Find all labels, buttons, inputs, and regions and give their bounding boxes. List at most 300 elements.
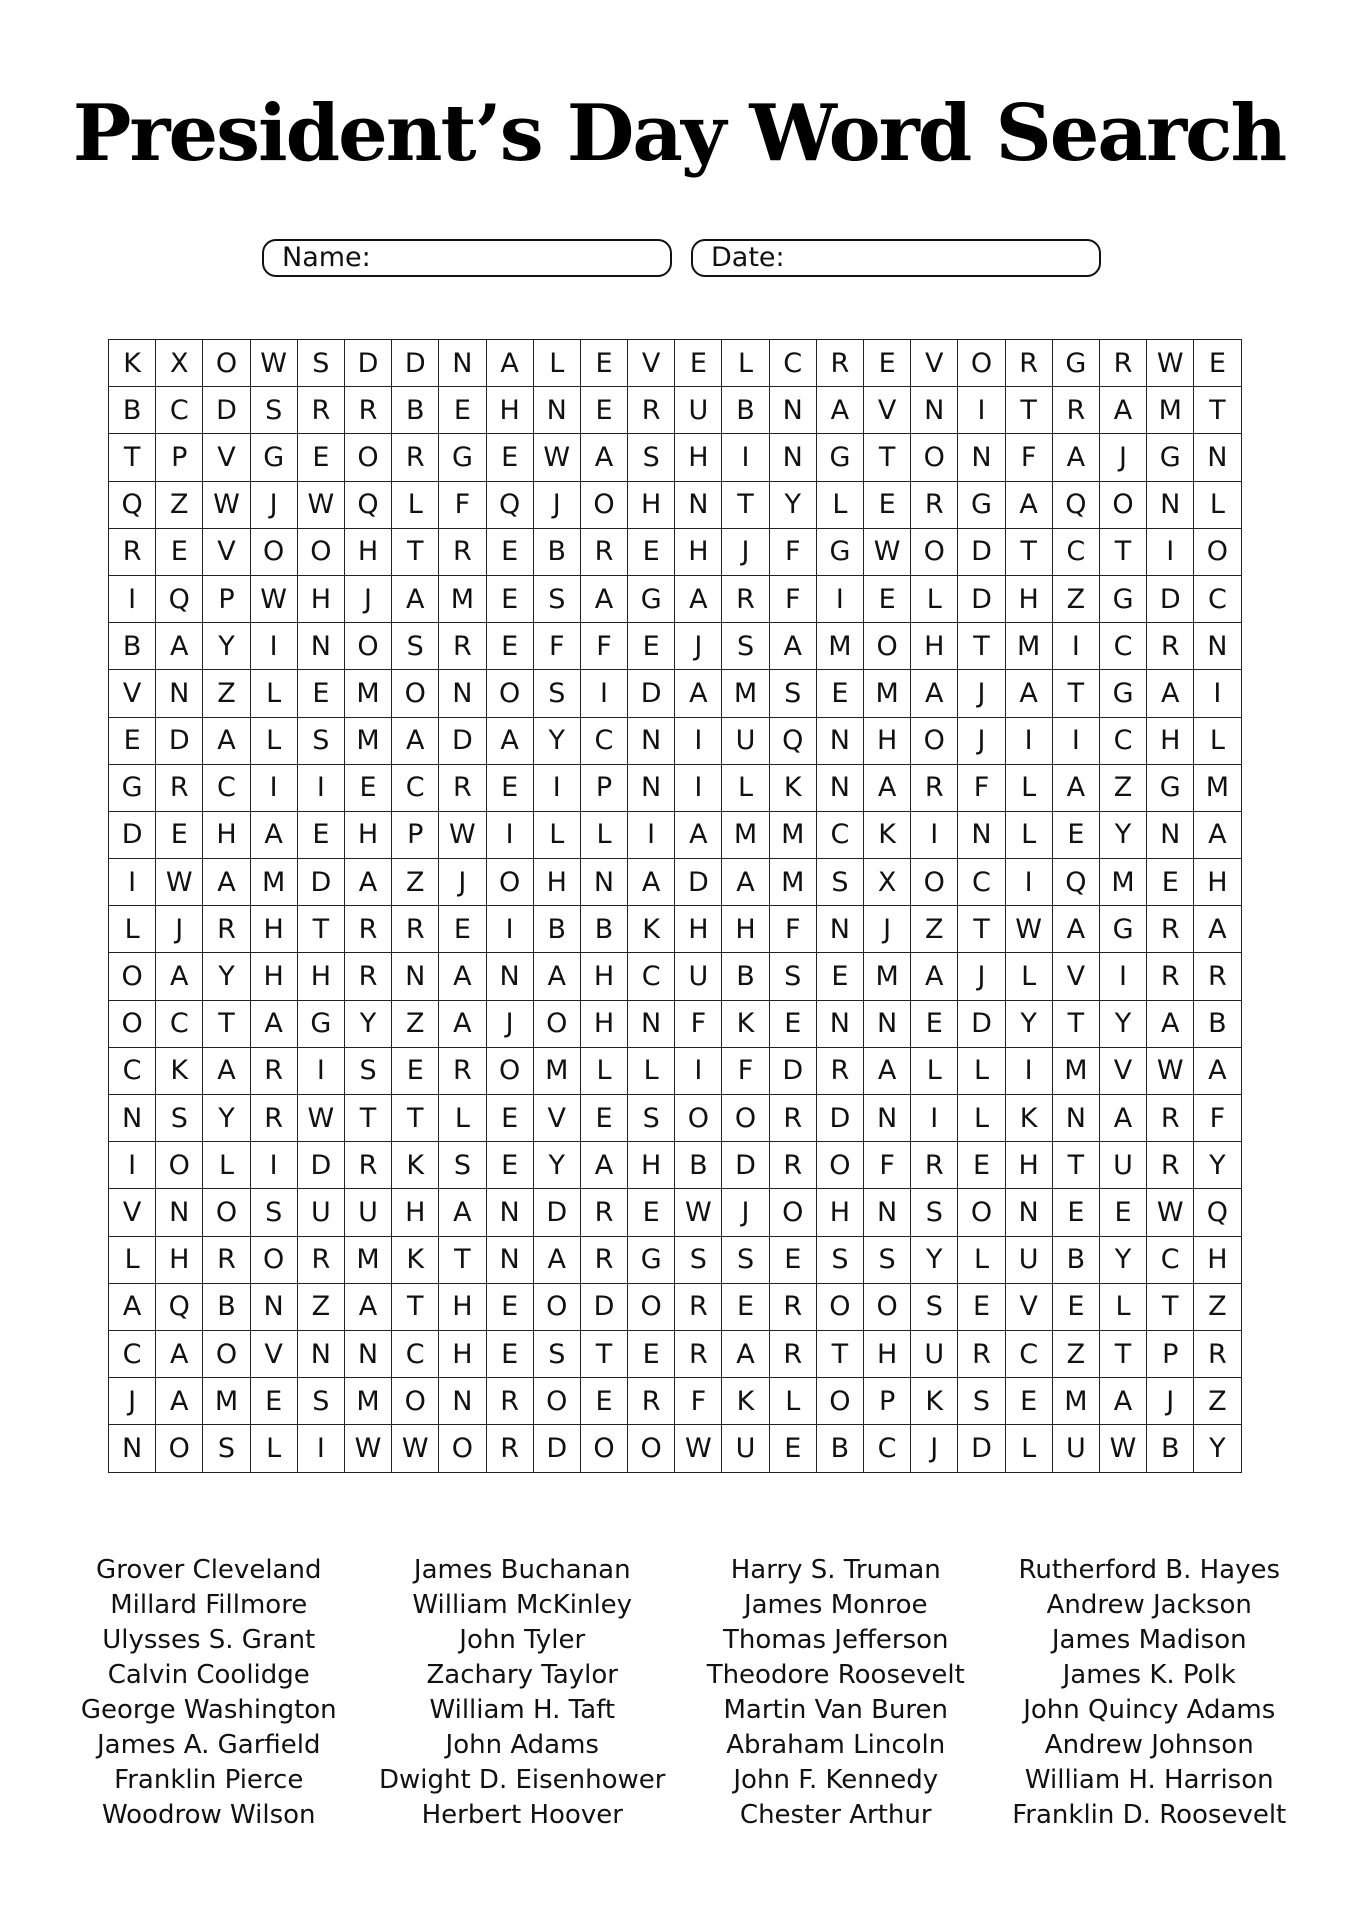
grid-cell[interactable]: Y bbox=[769, 481, 816, 528]
grid-cell[interactable]: O bbox=[533, 1000, 580, 1047]
grid-cell[interactable]: V bbox=[1005, 1283, 1052, 1330]
grid-cell[interactable]: A bbox=[816, 387, 863, 434]
grid-cell[interactable]: A bbox=[533, 953, 580, 1000]
grid-cell[interactable]: Z bbox=[911, 906, 958, 953]
grid-cell[interactable]: I bbox=[580, 670, 627, 717]
grid-cell[interactable]: M bbox=[1099, 859, 1146, 906]
grid-cell[interactable]: T bbox=[1052, 670, 1099, 717]
grid-cell[interactable]: W bbox=[297, 1095, 344, 1142]
grid-cell[interactable]: Z bbox=[1194, 1283, 1241, 1330]
grid-cell[interactable]: A bbox=[1147, 1000, 1194, 1047]
grid-cell[interactable]: T bbox=[722, 481, 769, 528]
grid-cell[interactable]: E bbox=[486, 528, 533, 575]
grid-cell[interactable]: R bbox=[344, 953, 391, 1000]
grid-cell[interactable]: O bbox=[344, 623, 391, 670]
grid-cell[interactable]: S bbox=[675, 1236, 722, 1283]
grid-cell[interactable]: J bbox=[109, 1378, 156, 1425]
grid-cell[interactable]: D bbox=[439, 717, 486, 764]
grid-cell[interactable]: N bbox=[911, 387, 958, 434]
grid-cell[interactable]: O bbox=[392, 1378, 439, 1425]
grid-cell[interactable]: J bbox=[250, 481, 297, 528]
grid-cell[interactable]: H bbox=[486, 387, 533, 434]
grid-cell[interactable]: R bbox=[769, 1095, 816, 1142]
grid-cell[interactable]: D bbox=[156, 717, 203, 764]
grid-cell[interactable]: O bbox=[109, 953, 156, 1000]
grid-cell[interactable]: T bbox=[1052, 1000, 1099, 1047]
grid-cell[interactable]: Q bbox=[1194, 1189, 1241, 1236]
grid-cell[interactable]: F bbox=[864, 1142, 911, 1189]
grid-cell[interactable]: L bbox=[722, 764, 769, 811]
grid-cell[interactable]: H bbox=[816, 1189, 863, 1236]
grid-cell[interactable]: I bbox=[1005, 1047, 1052, 1094]
grid-cell[interactable]: B bbox=[533, 906, 580, 953]
grid-cell[interactable]: G bbox=[628, 575, 675, 622]
grid-cell[interactable]: E bbox=[250, 1378, 297, 1425]
grid-cell[interactable]: T bbox=[297, 906, 344, 953]
grid-cell[interactable]: A bbox=[580, 434, 627, 481]
grid-cell[interactable]: V bbox=[533, 1095, 580, 1142]
grid-cell[interactable]: R bbox=[675, 1283, 722, 1330]
grid-cell[interactable]: G bbox=[1099, 670, 1146, 717]
grid-cell[interactable]: B bbox=[109, 623, 156, 670]
grid-cell[interactable]: R bbox=[392, 434, 439, 481]
grid-cell[interactable]: O bbox=[250, 1236, 297, 1283]
grid-cell[interactable]: I bbox=[958, 387, 1005, 434]
grid-cell[interactable]: Z bbox=[1099, 764, 1146, 811]
grid-cell[interactable]: A bbox=[1147, 670, 1194, 717]
grid-cell[interactable]: M bbox=[1147, 387, 1194, 434]
grid-cell[interactable]: N bbox=[769, 387, 816, 434]
grid-cell[interactable]: I bbox=[109, 1142, 156, 1189]
grid-cell[interactable]: U bbox=[722, 1425, 769, 1472]
grid-cell[interactable]: V bbox=[911, 340, 958, 387]
grid-cell[interactable]: S bbox=[864, 1236, 911, 1283]
grid-cell[interactable]: Q bbox=[344, 481, 391, 528]
grid-cell[interactable]: C bbox=[203, 764, 250, 811]
grid-cell[interactable]: E bbox=[156, 528, 203, 575]
grid-cell[interactable]: S bbox=[816, 859, 863, 906]
grid-cell[interactable]: K bbox=[722, 1000, 769, 1047]
grid-cell[interactable]: E bbox=[675, 340, 722, 387]
grid-cell[interactable]: V bbox=[109, 1189, 156, 1236]
grid-cell[interactable]: J bbox=[864, 906, 911, 953]
grid-cell[interactable]: K bbox=[769, 764, 816, 811]
grid-cell[interactable]: H bbox=[250, 953, 297, 1000]
name-field[interactable] bbox=[262, 239, 672, 277]
grid-cell[interactable]: D bbox=[958, 575, 1005, 622]
grid-cell[interactable]: A bbox=[722, 1330, 769, 1377]
grid-cell[interactable]: E bbox=[911, 1000, 958, 1047]
grid-cell[interactable]: J bbox=[1099, 434, 1146, 481]
grid-cell[interactable]: A bbox=[1052, 764, 1099, 811]
grid-cell[interactable]: A bbox=[580, 575, 627, 622]
grid-cell[interactable]: D bbox=[109, 811, 156, 858]
grid-cell[interactable]: O bbox=[675, 1095, 722, 1142]
grid-cell[interactable]: L bbox=[533, 811, 580, 858]
grid-cell[interactable]: C bbox=[109, 1047, 156, 1094]
grid-cell[interactable]: B bbox=[1147, 1425, 1194, 1472]
grid-cell[interactable]: R bbox=[1005, 340, 1052, 387]
grid-cell[interactable]: Y bbox=[203, 953, 250, 1000]
grid-cell[interactable]: D bbox=[675, 859, 722, 906]
grid-cell[interactable]: R bbox=[203, 1236, 250, 1283]
grid-cell[interactable]: J bbox=[722, 1189, 769, 1236]
grid-cell[interactable]: A bbox=[1052, 906, 1099, 953]
grid-cell[interactable]: R bbox=[816, 1047, 863, 1094]
grid-cell[interactable]: R bbox=[1147, 906, 1194, 953]
grid-cell[interactable]: B bbox=[109, 387, 156, 434]
grid-cell[interactable]: S bbox=[816, 1236, 863, 1283]
grid-cell[interactable]: L bbox=[580, 811, 627, 858]
grid-cell[interactable]: L bbox=[580, 1047, 627, 1094]
grid-cell[interactable]: D bbox=[1147, 575, 1194, 622]
grid-cell[interactable]: Z bbox=[1052, 1330, 1099, 1377]
grid-cell[interactable]: J bbox=[439, 859, 486, 906]
grid-cell[interactable]: M bbox=[864, 953, 911, 1000]
grid-cell[interactable]: B bbox=[533, 528, 580, 575]
grid-cell[interactable]: C bbox=[769, 340, 816, 387]
grid-cell[interactable]: R bbox=[769, 1142, 816, 1189]
grid-cell[interactable]: S bbox=[722, 623, 769, 670]
grid-cell[interactable]: W bbox=[1099, 1425, 1146, 1472]
grid-cell[interactable]: W bbox=[344, 1425, 391, 1472]
grid-cell[interactable]: M bbox=[344, 717, 391, 764]
grid-cell[interactable]: T bbox=[439, 1236, 486, 1283]
grid-cell[interactable]: M bbox=[1052, 1047, 1099, 1094]
grid-cell[interactable]: L bbox=[533, 340, 580, 387]
grid-cell[interactable]: R bbox=[580, 1236, 627, 1283]
grid-cell[interactable]: E bbox=[769, 1425, 816, 1472]
grid-cell[interactable]: N bbox=[250, 1283, 297, 1330]
grid-cell[interactable]: O bbox=[486, 1047, 533, 1094]
grid-cell[interactable]: A bbox=[533, 1236, 580, 1283]
grid-cell[interactable]: O bbox=[816, 1378, 863, 1425]
grid-cell[interactable]: E bbox=[769, 1000, 816, 1047]
grid-cell[interactable]: E bbox=[958, 1142, 1005, 1189]
grid-cell[interactable]: J bbox=[911, 1425, 958, 1472]
grid-cell[interactable]: N bbox=[439, 670, 486, 717]
grid-cell[interactable]: N bbox=[156, 670, 203, 717]
grid-cell[interactable]: U bbox=[344, 1189, 391, 1236]
grid-cell[interactable]: G bbox=[439, 434, 486, 481]
grid-cell[interactable]: V bbox=[109, 670, 156, 717]
grid-cell[interactable]: Y bbox=[203, 1095, 250, 1142]
grid-cell[interactable]: K bbox=[156, 1047, 203, 1094]
grid-cell[interactable]: M bbox=[344, 1236, 391, 1283]
grid-cell[interactable]: R bbox=[156, 764, 203, 811]
grid-cell[interactable]: U bbox=[1052, 1425, 1099, 1472]
grid-cell[interactable]: I bbox=[675, 764, 722, 811]
grid-cell[interactable]: M bbox=[816, 623, 863, 670]
grid-cell[interactable]: V bbox=[203, 528, 250, 575]
grid-cell[interactable]: R bbox=[250, 1047, 297, 1094]
grid-cell[interactable]: L bbox=[250, 670, 297, 717]
grid-cell[interactable]: H bbox=[250, 906, 297, 953]
grid-cell[interactable]: E bbox=[628, 623, 675, 670]
grid-cell[interactable]: O bbox=[203, 340, 250, 387]
grid-cell[interactable]: R bbox=[344, 906, 391, 953]
grid-cell[interactable]: M bbox=[1052, 1378, 1099, 1425]
grid-cell[interactable]: P bbox=[864, 1378, 911, 1425]
grid-cell[interactable]: W bbox=[1005, 906, 1052, 953]
grid-cell[interactable]: B bbox=[816, 1425, 863, 1472]
grid-cell[interactable]: M bbox=[722, 670, 769, 717]
grid-cell[interactable]: R bbox=[439, 528, 486, 575]
grid-cell[interactable]: A bbox=[911, 953, 958, 1000]
grid-cell[interactable]: W bbox=[250, 340, 297, 387]
grid-cell[interactable]: H bbox=[533, 859, 580, 906]
grid-cell[interactable]: I bbox=[911, 811, 958, 858]
grid-cell[interactable]: E bbox=[816, 953, 863, 1000]
grid-cell[interactable]: C bbox=[1005, 1330, 1052, 1377]
grid-cell[interactable]: W bbox=[297, 481, 344, 528]
grid-cell[interactable]: Z bbox=[392, 1000, 439, 1047]
grid-cell[interactable]: N bbox=[1147, 811, 1194, 858]
grid-cell[interactable]: N bbox=[109, 1425, 156, 1472]
grid-cell[interactable]: S bbox=[392, 623, 439, 670]
grid-cell[interactable]: I bbox=[1052, 623, 1099, 670]
grid-cell[interactable]: L bbox=[958, 1095, 1005, 1142]
grid-cell[interactable]: A bbox=[1099, 1378, 1146, 1425]
grid-cell[interactable]: U bbox=[297, 1189, 344, 1236]
grid-cell[interactable]: A bbox=[156, 623, 203, 670]
grid-cell[interactable]: O bbox=[769, 1189, 816, 1236]
grid-cell[interactable]: E bbox=[486, 1330, 533, 1377]
grid-cell[interactable]: D bbox=[628, 670, 675, 717]
grid-cell[interactable]: N bbox=[628, 717, 675, 764]
grid-cell[interactable]: O bbox=[628, 1283, 675, 1330]
grid-cell[interactable]: A bbox=[675, 811, 722, 858]
grid-cell[interactable]: I bbox=[1052, 717, 1099, 764]
grid-cell[interactable]: F bbox=[675, 1378, 722, 1425]
grid-cell[interactable]: J bbox=[486, 1000, 533, 1047]
grid-cell[interactable]: H bbox=[1005, 575, 1052, 622]
grid-cell[interactable]: E bbox=[486, 1095, 533, 1142]
grid-cell[interactable]: A bbox=[203, 859, 250, 906]
grid-cell[interactable]: C bbox=[1099, 623, 1146, 670]
grid-cell[interactable]: E bbox=[439, 906, 486, 953]
grid-cell[interactable]: V bbox=[203, 434, 250, 481]
grid-cell[interactable]: O bbox=[156, 1142, 203, 1189]
grid-cell[interactable]: Q bbox=[486, 481, 533, 528]
grid-cell[interactable]: Z bbox=[156, 481, 203, 528]
grid-cell[interactable]: I bbox=[816, 575, 863, 622]
grid-cell[interactable]: I bbox=[1005, 859, 1052, 906]
grid-cell[interactable]: B bbox=[392, 387, 439, 434]
grid-cell[interactable]: A bbox=[722, 859, 769, 906]
grid-cell[interactable]: L bbox=[439, 1095, 486, 1142]
grid-cell[interactable]: S bbox=[297, 340, 344, 387]
grid-cell[interactable]: O bbox=[297, 528, 344, 575]
grid-cell[interactable]: W bbox=[1147, 1189, 1194, 1236]
grid-cell[interactable]: L bbox=[109, 906, 156, 953]
grid-cell[interactable]: M bbox=[250, 859, 297, 906]
grid-cell[interactable]: E bbox=[628, 1330, 675, 1377]
grid-cell[interactable]: A bbox=[1052, 434, 1099, 481]
grid-cell[interactable]: D bbox=[392, 340, 439, 387]
grid-cell[interactable]: H bbox=[439, 1283, 486, 1330]
grid-cell[interactable]: S bbox=[628, 434, 675, 481]
grid-cell[interactable]: K bbox=[722, 1378, 769, 1425]
grid-cell[interactable]: E bbox=[297, 434, 344, 481]
grid-cell[interactable]: M bbox=[864, 670, 911, 717]
grid-cell[interactable]: N bbox=[958, 811, 1005, 858]
grid-cell[interactable]: T bbox=[958, 906, 1005, 953]
grid-cell[interactable]: L bbox=[1005, 1425, 1052, 1472]
grid-cell[interactable]: E bbox=[864, 340, 911, 387]
grid-cell[interactable]: N bbox=[816, 717, 863, 764]
grid-cell[interactable]: R bbox=[1147, 1095, 1194, 1142]
grid-cell[interactable]: E bbox=[344, 764, 391, 811]
grid-cell[interactable]: R bbox=[722, 575, 769, 622]
grid-cell[interactable]: P bbox=[156, 434, 203, 481]
grid-cell[interactable]: O bbox=[533, 1378, 580, 1425]
grid-cell[interactable]: A bbox=[156, 953, 203, 1000]
grid-cell[interactable]: C bbox=[1099, 717, 1146, 764]
grid-cell[interactable]: N bbox=[156, 1189, 203, 1236]
grid-cell[interactable]: R bbox=[580, 1189, 627, 1236]
grid-cell[interactable]: E bbox=[486, 1283, 533, 1330]
grid-cell[interactable]: S bbox=[722, 1236, 769, 1283]
grid-cell[interactable]: I bbox=[722, 434, 769, 481]
grid-cell[interactable]: M bbox=[203, 1378, 250, 1425]
grid-cell[interactable]: G bbox=[1052, 340, 1099, 387]
grid-cell[interactable]: O bbox=[958, 1189, 1005, 1236]
grid-cell[interactable]: U bbox=[1005, 1236, 1052, 1283]
grid-cell[interactable]: L bbox=[722, 340, 769, 387]
grid-cell[interactable]: N bbox=[864, 1000, 911, 1047]
grid-cell[interactable]: H bbox=[911, 623, 958, 670]
grid-cell[interactable]: A bbox=[769, 623, 816, 670]
grid-cell[interactable]: J bbox=[533, 481, 580, 528]
grid-cell[interactable]: O bbox=[722, 1095, 769, 1142]
grid-cell[interactable]: F bbox=[1194, 1095, 1241, 1142]
grid-cell[interactable]: E bbox=[1052, 811, 1099, 858]
grid-cell[interactable]: C bbox=[864, 1425, 911, 1472]
grid-cell[interactable]: G bbox=[297, 1000, 344, 1047]
grid-cell[interactable]: A bbox=[344, 859, 391, 906]
grid-cell[interactable]: S bbox=[203, 1425, 250, 1472]
grid-cell[interactable]: N bbox=[439, 340, 486, 387]
grid-cell[interactable]: R bbox=[911, 764, 958, 811]
grid-cell[interactable]: R bbox=[439, 1047, 486, 1094]
grid-cell[interactable]: I bbox=[109, 859, 156, 906]
grid-cell[interactable]: W bbox=[156, 859, 203, 906]
grid-cell[interactable]: Y bbox=[1099, 811, 1146, 858]
grid-cell[interactable]: N bbox=[1147, 481, 1194, 528]
grid-cell[interactable]: R bbox=[1147, 953, 1194, 1000]
grid-cell[interactable]: D bbox=[580, 1283, 627, 1330]
grid-cell[interactable]: J bbox=[675, 623, 722, 670]
grid-cell[interactable]: S bbox=[533, 1330, 580, 1377]
grid-cell[interactable]: N bbox=[1052, 1095, 1099, 1142]
grid-cell[interactable]: C bbox=[1194, 575, 1241, 622]
grid-cell[interactable]: P bbox=[392, 811, 439, 858]
grid-cell[interactable]: N bbox=[864, 1095, 911, 1142]
grid-cell[interactable]: R bbox=[911, 481, 958, 528]
grid-cell[interactable]: D bbox=[203, 387, 250, 434]
grid-cell[interactable]: O bbox=[911, 528, 958, 575]
grid-cell[interactable]: O bbox=[911, 859, 958, 906]
grid-cell[interactable]: R bbox=[1147, 1142, 1194, 1189]
grid-cell[interactable]: C bbox=[816, 811, 863, 858]
grid-cell[interactable]: L bbox=[958, 1047, 1005, 1094]
grid-cell[interactable]: N bbox=[439, 1378, 486, 1425]
grid-cell[interactable]: N bbox=[486, 1236, 533, 1283]
grid-cell[interactable]: I bbox=[911, 1095, 958, 1142]
grid-cell[interactable]: D bbox=[958, 1425, 1005, 1472]
grid-cell[interactable]: Y bbox=[911, 1236, 958, 1283]
grid-cell[interactable]: L bbox=[958, 1236, 1005, 1283]
grid-cell[interactable]: R bbox=[486, 1378, 533, 1425]
grid-cell[interactable]: R bbox=[486, 1425, 533, 1472]
grid-cell[interactable]: B bbox=[1194, 1000, 1241, 1047]
grid-cell[interactable]: H bbox=[628, 481, 675, 528]
grid-cell[interactable]: W bbox=[864, 528, 911, 575]
grid-cell[interactable]: H bbox=[675, 434, 722, 481]
grid-cell[interactable]: E bbox=[486, 1142, 533, 1189]
grid-cell[interactable]: L bbox=[203, 1142, 250, 1189]
grid-cell[interactable]: L bbox=[1005, 764, 1052, 811]
grid-cell[interactable]: A bbox=[203, 717, 250, 764]
grid-cell[interactable]: I bbox=[1005, 717, 1052, 764]
grid-cell[interactable]: C bbox=[156, 1000, 203, 1047]
grid-cell[interactable]: I bbox=[675, 717, 722, 764]
grid-cell[interactable]: A bbox=[250, 811, 297, 858]
grid-cell[interactable]: Q bbox=[769, 717, 816, 764]
grid-cell[interactable]: R bbox=[628, 387, 675, 434]
grid-cell[interactable]: J bbox=[156, 906, 203, 953]
grid-cell[interactable]: F bbox=[533, 623, 580, 670]
grid-cell[interactable]: D bbox=[958, 528, 1005, 575]
grid-cell[interactable]: C bbox=[580, 717, 627, 764]
grid-cell[interactable]: M bbox=[344, 1378, 391, 1425]
grid-cell[interactable]: H bbox=[628, 1142, 675, 1189]
grid-cell[interactable]: U bbox=[675, 953, 722, 1000]
grid-cell[interactable]: A bbox=[1099, 1095, 1146, 1142]
grid-cell[interactable]: H bbox=[864, 717, 911, 764]
grid-cell[interactable]: A bbox=[1005, 670, 1052, 717]
grid-cell[interactable]: T bbox=[864, 434, 911, 481]
grid-cell[interactable]: J bbox=[344, 575, 391, 622]
grid-cell[interactable]: E bbox=[392, 1047, 439, 1094]
grid-cell[interactable]: Z bbox=[203, 670, 250, 717]
grid-cell[interactable]: T bbox=[1099, 528, 1146, 575]
grid-cell[interactable]: E bbox=[958, 1283, 1005, 1330]
grid-cell[interactable]: E bbox=[109, 717, 156, 764]
grid-cell[interactable]: H bbox=[675, 906, 722, 953]
grid-cell[interactable]: S bbox=[533, 575, 580, 622]
grid-cell[interactable]: T bbox=[1194, 387, 1241, 434]
grid-cell[interactable]: H bbox=[1147, 717, 1194, 764]
grid-cell[interactable]: R bbox=[769, 1283, 816, 1330]
grid-cell[interactable]: C bbox=[958, 859, 1005, 906]
grid-cell[interactable]: A bbox=[203, 1047, 250, 1094]
grid-cell[interactable]: O bbox=[580, 481, 627, 528]
grid-cell[interactable]: E bbox=[486, 764, 533, 811]
grid-cell[interactable]: R bbox=[439, 623, 486, 670]
grid-cell[interactable]: T bbox=[109, 434, 156, 481]
grid-cell[interactable]: Q bbox=[1052, 481, 1099, 528]
grid-cell[interactable]: E bbox=[1005, 1378, 1052, 1425]
grid-cell[interactable]: A bbox=[1194, 811, 1241, 858]
grid-cell[interactable]: S bbox=[439, 1142, 486, 1189]
grid-cell[interactable]: V bbox=[1052, 953, 1099, 1000]
grid-cell[interactable]: F bbox=[439, 481, 486, 528]
grid-cell[interactable]: N bbox=[769, 434, 816, 481]
grid-cell[interactable]: K bbox=[1005, 1095, 1052, 1142]
grid-cell[interactable]: A bbox=[486, 717, 533, 764]
